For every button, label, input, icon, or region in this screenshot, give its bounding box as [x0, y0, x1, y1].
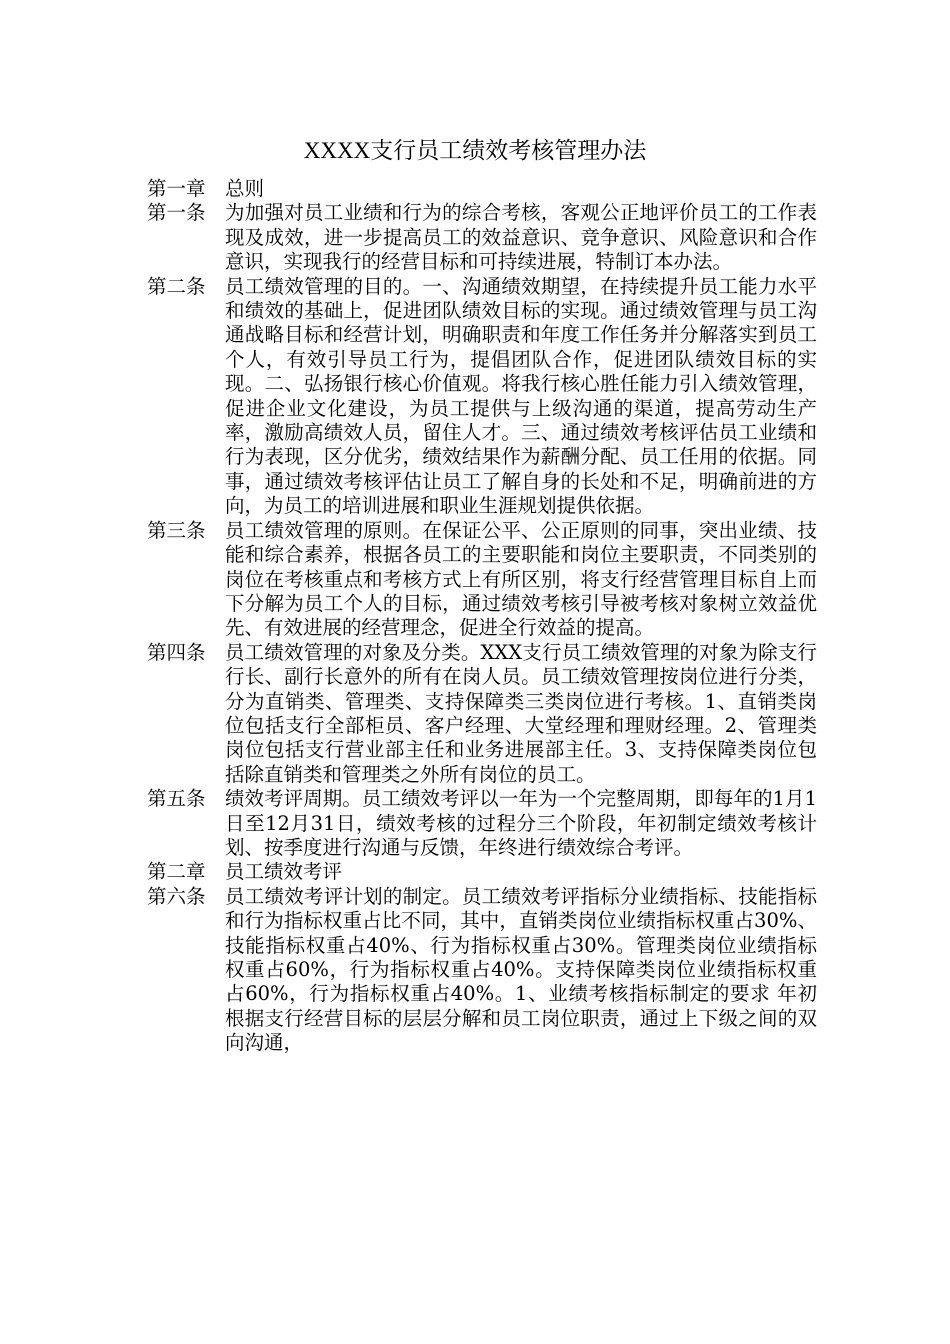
section-3: [147, 519, 817, 641]
section-2: [147, 275, 817, 519]
section-0: [147, 177, 817, 201]
section-label: 第六条: [147, 884, 206, 908]
section-1: [147, 201, 817, 274]
section-4: [147, 641, 817, 787]
section-6: [147, 860, 817, 884]
section-text: 员工绩效管理的原则。在保证公平、公正原则的同事，突出业绩、技能和综合素养，根据各员工的主要职能和岗位主要职责，不同类别的岗位在考核重点和考核方式上有所区别，将支行经营管理目标自上而下分解为员工个人的目标，通过绩效考核引导被考核对象树立效益优先、有效进展的经营理念，促进全行效益的提高。: [225, 518, 817, 640]
document-body: [147, 177, 817, 1056]
section-text: 为加强对员工业绩和行为的综合考核，客观公正地评价员工的工作表现及成效，进一步提高员工的效益意识、竞争意识、风险意识和合作意识，实现我行的经营目标和可持续进展，特制订本办法。: [225, 201, 817, 274]
section-label: 第三条: [147, 518, 206, 542]
section-text: 员工绩效管理的对象及分类。XXX支行员工绩效管理的对象为除支行行长、副行长意外的所有在岗人员。员工绩效管理按岗位进行分类，分为直销类、管理类、支持保障类三类岗位进行考核。1、直销类岗位包括支行全部柜员、客户经理、大堂经理和理财经理。2、管理类岗位包括支行营业部主任和业务进展部主任。3、支持保障类岗位包括除直销类和管理类之外所有岗位的员工。: [225, 640, 817, 786]
section-text: 总则: [225, 177, 265, 200]
section-7: [147, 885, 817, 1056]
section-text: 员工绩效考评计划的制定。员工绩效考评指标分业绩指标、技能指标和行为指标权重占比不同，其中，直销类岗位业绩指标权重占30%、技能指标权重占40%、行为指标权重占30%。管理类岗位业绩指标权重占60%，行为指标权重占40%。支持保障类岗位业绩指标权重占60%，行为指标权重占40%。1、业绩考核指标制定的要求 年初根据支行经营目标的层层分解和员工岗位职责，通过上下级之间的双向沟通，: [225, 884, 817, 1055]
section-label: 第二章: [147, 860, 206, 884]
section-label: 第一条: [147, 201, 206, 225]
section-text: 绩效考评周期。员工绩效考评以一年为一个完整周期，即每年的1月1日至12月31日，绩效考核的过程分三个阶段，年初制定绩效考核计划、按季度进行沟通与反馈，年终进行绩效综合考评。: [225, 787, 817, 859]
section-text: 员工绩效考评: [225, 860, 343, 884]
section-text: 员工绩效管理的目的。一、沟通绩效期望，在持续提升员工能力水平和绩效的基础上，促进团队绩效目标的实现。通过绩效管理与员工沟通战略目标和经营计划，明确职责和年度工作任务并分解落实到员工个人，有效引导员工行为，提倡团队合作，促进团队绩效目标的实现。二、弘扬银行核心价值观。将我行核心胜任能力引入绩效管理，促进企业文化建设，为员工提供与上级沟通的渠道，提高劳动生产率，激励高绩效人员，留住人才。三、通过绩效考核评估员工业绩和行为表现，区分优劣，绩效结果作为薪酬分配、员工任用的依据。同事，通过绩效考核评估让员工了解自身的长处和不足，明确前进的方向，为员工的培训进展和职业生涯规划提供依据。: [225, 274, 817, 518]
section-label: 第一章: [147, 177, 206, 200]
section-label: 第四条: [147, 640, 206, 664]
section-label: 第二条: [147, 274, 206, 298]
section-label: 第五条: [147, 787, 206, 811]
section-5: [147, 787, 817, 860]
document-title: XXXX支行员工绩效考核管理办法: [303, 138, 647, 163]
